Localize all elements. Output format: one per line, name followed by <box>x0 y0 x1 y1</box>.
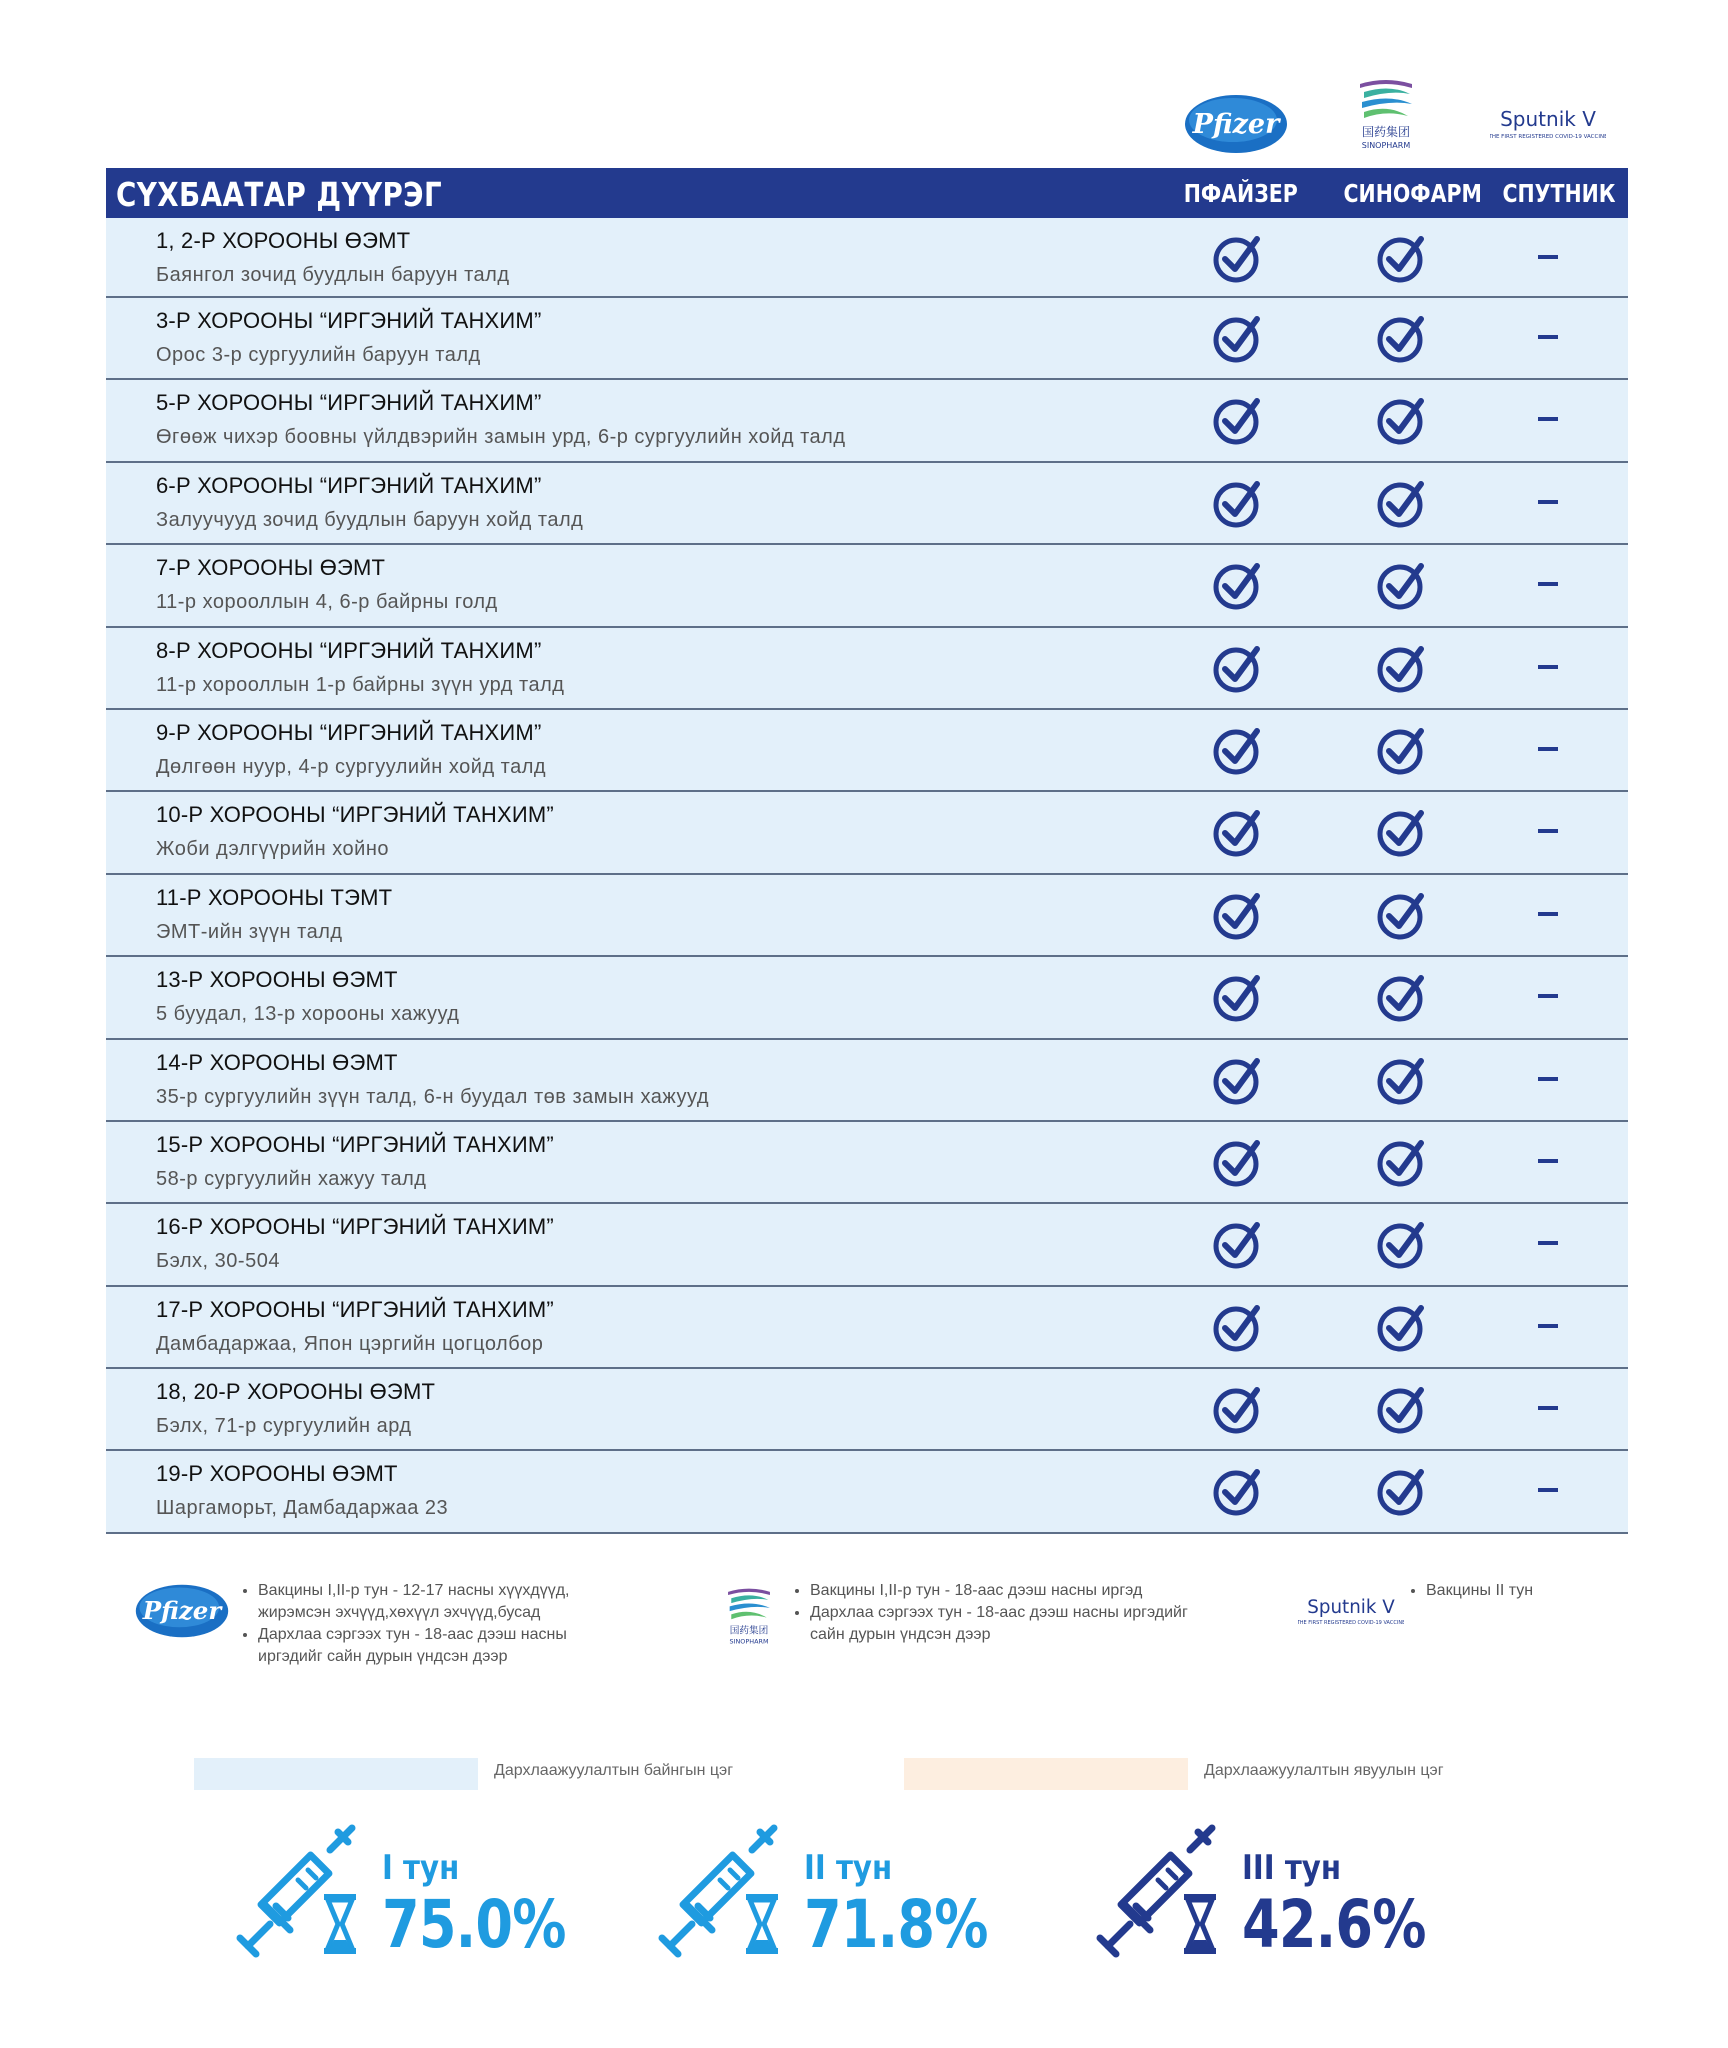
pfizer-logo <box>1183 92 1289 156</box>
dose-3-value: 42.6% <box>1242 1886 1426 1963</box>
site-name: 9-Р ХОРООНЫ “ИРГЭНИЙ ТАНХИМ” <box>156 719 542 745</box>
sinopharm-available-check-icon <box>1376 643 1426 693</box>
sinopharm-available-check-icon <box>1376 807 1426 857</box>
sputnik-unavailable-dash-icon <box>1538 335 1558 339</box>
pfizer-available-check-icon <box>1212 890 1262 940</box>
svg-text:Pfizer: Pfizer <box>1192 109 1280 140</box>
pfizer-available-check-icon <box>1212 643 1262 693</box>
column-sputnik: СПУТНИК <box>1502 179 1616 208</box>
pfizer-available-check-icon <box>1212 807 1262 857</box>
sputnik-unavailable-dash-icon <box>1538 500 1558 504</box>
site-name: 18, 20-Р ХОРООНЫ ӨЭМТ <box>156 1379 436 1405</box>
pfizer-available-check-icon <box>1212 725 1262 775</box>
dose-2-label: II тун <box>804 1848 893 1888</box>
pfizer-available-check-icon <box>1212 972 1262 1022</box>
dose-3-label: III тун <box>1242 1848 1342 1888</box>
note-item: • Дархлаа сэргээх тун - 18-аас дээш насны иргэдийг сайн дурын үндсэн дээр <box>810 1602 1208 1646</box>
site-name: 13-Р ХОРООНЫ ӨЭМТ <box>156 967 398 993</box>
site-address: Бэлх, 71-р сургуулийн ард <box>156 1415 412 1438</box>
sputnik-unavailable-dash-icon <box>1538 665 1558 669</box>
sputnik-unavailable-dash-icon <box>1538 1077 1558 1081</box>
site-name: 3-Р ХОРООНЫ “ИРГЭНИЙ ТАНХИМ” <box>156 308 542 333</box>
site-address: Баянгол зочид буудлын баруун талд <box>156 264 510 286</box>
table-row <box>106 1204 1628 1286</box>
column-pfizer: ПФАЙЗЕР <box>1183 179 1298 208</box>
table-row <box>106 628 1628 710</box>
site-name: 15-Р ХОРООНЫ “ИРГЭНИЙ ТАНХИМ” <box>156 1131 554 1157</box>
svg-text:国药集团: 国药集团 <box>1361 125 1411 139</box>
note-item: • Вакцины I,II-р тун - 12-17 насны хүүхдүүд, жирэмсэн эхчүүд,хөхүүл эхчүүд,бусад <box>258 1580 616 1624</box>
table-row <box>106 957 1628 1039</box>
site-address: Өгөөж чихэр боовны үйлдвэрийн замын урд, 6-р сургуулийн хойд талд <box>156 426 846 449</box>
svg-text:SINOPHARM: SINOPHARM <box>729 1637 769 1646</box>
pfizer-available-check-icon <box>1212 1466 1262 1516</box>
table-header <box>106 168 1628 218</box>
pfizer-logo-small <box>134 1582 230 1640</box>
dose-2-value: 71.8% <box>804 1886 988 1963</box>
sinopharm-available-check-icon <box>1376 313 1426 363</box>
table-row <box>106 1287 1628 1369</box>
table-row <box>106 380 1628 462</box>
sinopharm-available-check-icon <box>1376 1219 1426 1269</box>
pfizer-available-check-icon <box>1212 1055 1262 1105</box>
sinopharm-available-check-icon <box>1376 1137 1426 1187</box>
sinopharm-logo-small <box>720 1582 778 1650</box>
sputnik-unavailable-dash-icon <box>1538 829 1558 833</box>
sinopharm-available-check-icon <box>1376 478 1426 528</box>
table-row <box>106 1451 1628 1533</box>
table-row <box>106 545 1628 627</box>
pfizer-available-check-icon <box>1212 233 1262 283</box>
svg-text:THE FIRST REGISTERED COVID-19: THE FIRST REGISTERED COVID-19 VACCINE <box>1298 1620 1404 1627</box>
svg-text:Sputnik V: Sputnik V <box>1500 107 1596 131</box>
sinopharm-available-check-icon <box>1376 972 1426 1022</box>
vaccination-sites-table <box>106 218 1628 1534</box>
sputnik-unavailable-dash-icon <box>1538 1324 1558 1328</box>
table-row <box>106 298 1628 380</box>
sputnik-notes <box>1404 1580 1584 1602</box>
sputnik-unavailable-dash-icon <box>1538 994 1558 998</box>
table-row <box>106 710 1628 792</box>
site-address: 58-р сургуулийн хажуу талд <box>156 1167 427 1190</box>
site-address: Орос 3-р сургуулийн баруун талд <box>156 344 481 366</box>
sinopharm-notes <box>788 1580 1208 1646</box>
sinopharm-logo <box>1350 74 1422 154</box>
sputnik-unavailable-dash-icon <box>1538 912 1558 916</box>
sinopharm-available-check-icon <box>1376 890 1426 940</box>
pfizer-available-check-icon <box>1212 395 1262 445</box>
hourglass-icon <box>322 1894 358 1954</box>
site-address: 5 буудал, 13-р хорооны хажууд <box>156 1003 460 1026</box>
legend-label-permanent: Дархлаажуулалтын байнгын цэг <box>494 1762 734 1779</box>
pfizer-available-check-icon <box>1212 1219 1262 1269</box>
sputnik-unavailable-dash-icon <box>1538 1406 1558 1410</box>
dose-1-value: 75.0% <box>382 1886 566 1963</box>
site-name: 16-Р ХОРООНЫ “ИРГЭНИЙ ТАНХИМ” <box>156 1214 554 1240</box>
sinopharm-available-check-icon <box>1376 1302 1426 1352</box>
sinopharm-available-check-icon <box>1376 233 1426 283</box>
legend-swatch-permanent <box>194 1758 478 1790</box>
sinopharm-available-check-icon <box>1376 560 1426 610</box>
column-sinopharm: СИНОФАРМ <box>1343 179 1482 208</box>
site-address: Жоби дэлгүүрийн хойно <box>156 838 389 861</box>
note-item: • Вакцины I,II-р тун - 18-аас дээш насны иргэд <box>810 1580 1208 1602</box>
sinopharm-available-check-icon <box>1376 1384 1426 1434</box>
sputnik-unavailable-dash-icon <box>1538 1488 1558 1492</box>
note-item: • Вакцины II тун <box>1426 1580 1584 1602</box>
sputnik-unavailable-dash-icon <box>1538 582 1558 586</box>
sinopharm-available-check-icon <box>1376 725 1426 775</box>
table-row <box>106 1369 1628 1451</box>
table-row <box>106 875 1628 957</box>
site-name: 5-Р ХОРООНЫ “ИРГЭНИЙ ТАНХИМ” <box>156 390 542 416</box>
site-name: 10-Р ХОРООНЫ “ИРГЭНИЙ ТАНХИМ” <box>156 802 554 828</box>
pfizer-available-check-icon <box>1212 478 1262 528</box>
sinopharm-available-check-icon <box>1376 395 1426 445</box>
svg-text:SINOPHARM: SINOPHARM <box>1361 141 1411 150</box>
site-address: Дамбадаржаа, Япон цэргийн цогцолбор <box>156 1332 544 1355</box>
pfizer-available-check-icon <box>1212 313 1262 363</box>
site-name: 6-Р ХОРООНЫ “ИРГЭНИЙ ТАНХИМ” <box>156 472 542 498</box>
legend-swatch-mobile <box>904 1758 1188 1790</box>
table-row <box>106 463 1628 545</box>
sinopharm-available-check-icon <box>1376 1055 1426 1105</box>
svg-text:Sputnik V: Sputnik V <box>1307 1597 1395 1619</box>
district-title: СҮХБААТАР ДҮҮРЭГ <box>116 175 443 214</box>
table-row <box>106 1040 1628 1122</box>
sputnik-logo-small <box>1298 1594 1404 1634</box>
sinopharm-available-check-icon <box>1376 1466 1426 1516</box>
site-name: 7-Р ХОРООНЫ ӨЭМТ <box>156 555 386 581</box>
site-address: 11-р хорооллын 1-р байрны зүүн урд талд <box>156 673 565 696</box>
note-item: • Дархлаа сэргээх тун - 18-аас дээш насны иргэдийг сайн дурын үндсэн дээр <box>258 1624 616 1668</box>
sputnik-unavailable-dash-icon <box>1538 255 1558 259</box>
pfizer-available-check-icon <box>1212 1137 1262 1187</box>
hourglass-icon <box>1182 1894 1218 1954</box>
pfizer-available-check-icon <box>1212 1302 1262 1352</box>
table-row <box>106 1122 1628 1204</box>
site-name: 14-Р ХОРООНЫ ӨЭМТ <box>156 1049 398 1075</box>
dose-1-label: I тун <box>382 1848 460 1888</box>
sputnik-unavailable-dash-icon <box>1538 417 1558 421</box>
svg-text:Pfizer: Pfizer <box>142 1596 222 1626</box>
hourglass-icon <box>744 1894 780 1954</box>
site-address: Дөлгөөн нуур, 4-р сургуулийн хойд талд <box>156 755 547 778</box>
table-row <box>106 218 1628 298</box>
site-name: 11-Р ХОРООНЫ ТЭМТ <box>156 884 393 910</box>
pfizer-available-check-icon <box>1212 1384 1262 1434</box>
site-name: 8-Р ХОРООНЫ “ИРГЭНИЙ ТАНХИМ” <box>156 637 542 663</box>
site-address: ЭМТ-ийн зүүн талд <box>156 920 343 943</box>
site-address: 11-р хорооллын 4, 6-р байрны голд <box>156 591 498 614</box>
site-name: 17-Р ХОРООНЫ “ИРГЭНИЙ ТАНХИМ” <box>156 1296 554 1322</box>
sputnik-unavailable-dash-icon <box>1538 747 1558 751</box>
svg-text:国药集团: 国药集团 <box>729 1625 769 1637</box>
site-address: Шаргаморьт, Дамбадаржаа 23 <box>156 1497 449 1520</box>
pfizer-notes <box>236 1580 616 1668</box>
site-name: 1, 2-Р ХОРООНЫ ӨЭМТ <box>156 228 411 253</box>
sputnik-unavailable-dash-icon <box>1538 1241 1558 1245</box>
svg-text:THE FIRST REGISTERED COVID-19: THE FIRST REGISTERED COVID-19 VACCINE <box>1490 134 1606 140</box>
legend-label-mobile: Дархлаажуулалтын явуулын цэг <box>1204 1762 1444 1779</box>
pfizer-available-check-icon <box>1212 560 1262 610</box>
sputnik-unavailable-dash-icon <box>1538 1159 1558 1163</box>
site-name: 19-Р ХОРООНЫ ӨЭМТ <box>156 1461 398 1487</box>
site-address: Залуучууд зочид буудлын баруун хойд талд <box>156 508 584 531</box>
sputnik-logo <box>1490 106 1606 148</box>
site-address: Бэлх, 30-504 <box>156 1250 280 1273</box>
table-row <box>106 792 1628 874</box>
site-address: 35-р сургуулийн зүүн талд, 6-н буудал төв замын хажууд <box>156 1085 709 1108</box>
